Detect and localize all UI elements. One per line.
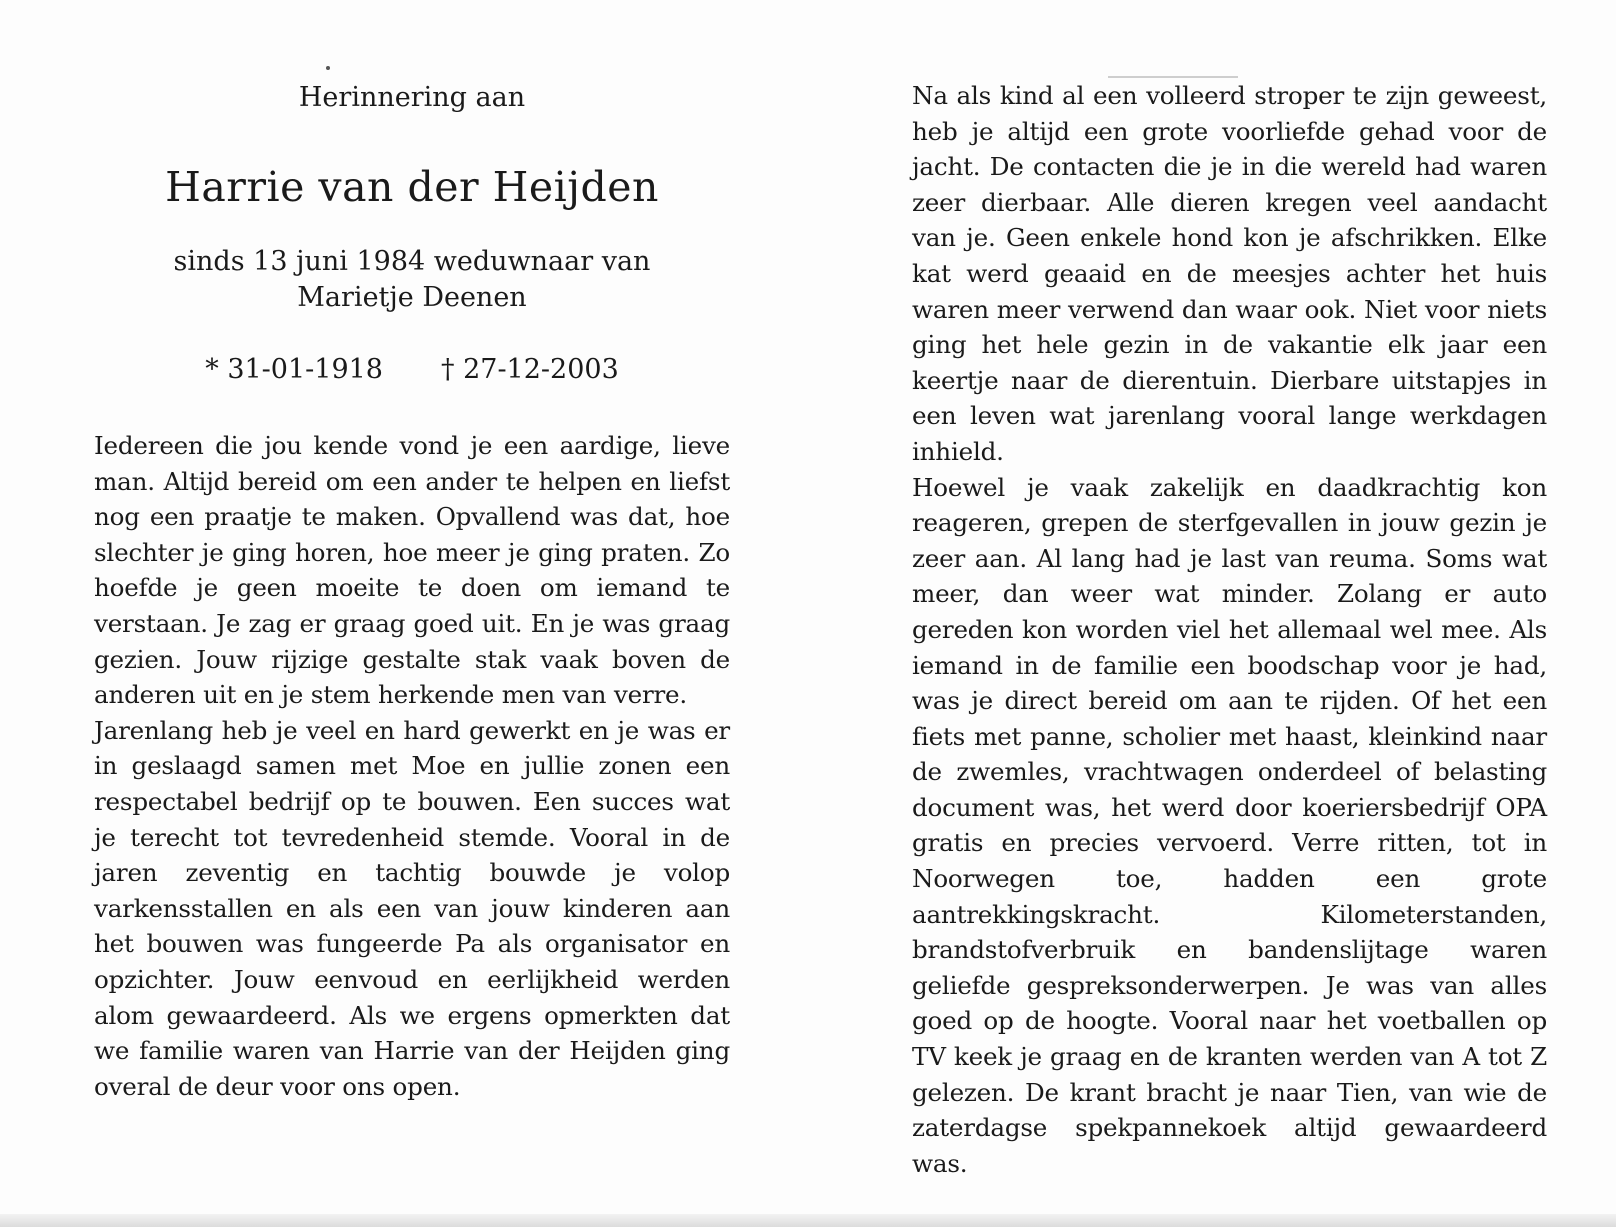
scan-artifact-line: [1108, 76, 1238, 78]
paragraph: Iedereen die jou kende vond je een aardige, lieve man. Altijd bereid om een ander te helpen en liefst nog een praatje te maken. Opvallend was dat, hoe slechter je ging horen, hoe meer je ging praten. Zo hoefde je geen moeite te doen om iemand te verstaan. Je zag er graag goed uit. En je was graag gezien. Jouw rijzige gestalte stak vaak boven de anderen uit en je stem herkende men van verre.: [94, 431, 730, 710]
right-panel: [912, 78, 1547, 1181]
spouse-name: Marietje Deenen: [297, 282, 527, 313]
scan-speck: [326, 66, 330, 70]
scan-edge: [0, 1214, 1616, 1227]
left-body-text: [94, 428, 730, 1104]
paragraph: Jarenlang heb je veel en hard gewerkt en je was er in geslaagd samen met Moe en jullie zonen een respectabel bedrijf op te bouwen. Een succes wat je terecht tot tevredenheid stemde. Vooral in de jaren zeventig en tachtig bouwde je volop varkensstallen en als een van jouw kinderen aan het bouwen was fungeerde Pa als organisator en opzichter. Jouw eenvoud en eerlijkheid werden alom gewaardeerd. Als we ergens opmerkten dat we familie waren van Harrie van der Heijden ging overal de deur voor ons open.: [94, 715, 730, 1101]
left-panel: [94, 78, 730, 1104]
paragraph: Na als kind al een volleerd stroper te zijn geweest, heb je altijd een grote voorliefde gehad voor de jacht. De contacten die je in die wereld had waren zeer dierbaar. Alle dieren kregen veel aandacht van je. Geen enkele hond kon je afschrikken. Elke kat werd geaaid en de meesjes achter het huis waren meer verwend dan waar ook. Niet voor niets ging het hele gezin in de vakantie elk jaar een keertje naar de dierentuin. Dierbare uitstapjes in een leven wat jarenlang vooral lange werkdagen inhield.: [912, 81, 1547, 466]
deceased-name: Harrie van der Heijden: [165, 163, 659, 211]
widower-line: sinds 13 juni 1984 weduwnaar van: [173, 246, 651, 277]
right-body-text: [912, 78, 1547, 1181]
paragraph: Hoewel je vaak zakelijk en daadkrachtig kon reageren, grepen de sterfgevallen in jouw gezin je zeer aan. Al lang had je last van reuma. Soms wat meer, dan weer wat minder. Zolang er auto gereden kon worden viel het allemaal wel mee. Als iemand in de familie een boodschap voor je had, was je direct bereid om aan te rijden. Of het een fiets met panne, scholier met haast, kleinkind naar de zwemles, vrachtwagen onderdeel of belasting document was, het werd door koeriersbedrijf OPA gratis en precies vervoerd. Verre ritten, tot in Noorwegen toe, hadden een grote aantrekkingskracht. Kilometerstanden, brandstofverbruik en bandenslijtage waren geliefde gespreksonderwerpen. Je was van alles goed op de hoogte. Vooral naar het voetballen op TV keek je graag en de kranten werden van A tot Z gelezen. De krant bracht je naar Tien, van wie de zaterdagse spekpannekoek altijd gewaardeerd was.: [912, 472, 1547, 1178]
death-date: † 27-12-2003: [441, 354, 619, 385]
intro-line: Herinnering aan: [298, 82, 526, 113]
birth-date: * 31-01-1918: [205, 354, 383, 385]
life-dates: [94, 352, 730, 388]
